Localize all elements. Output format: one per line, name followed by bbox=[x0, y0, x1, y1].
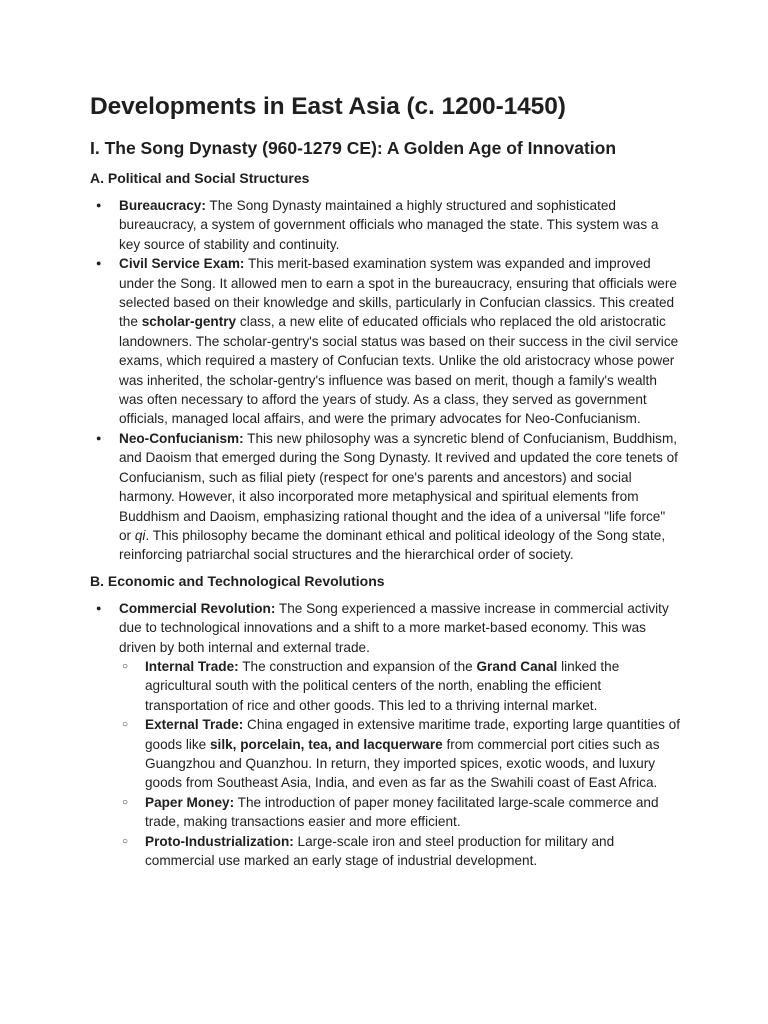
text-neo-confucianism-2: . This philosophy became the dominant ethical and political ideology of the Song state, reinforcing patriarchal social structures and the hierarchical order of society. bbox=[119, 527, 666, 563]
term-export-goods: silk, porcelain, tea, and lacquerware bbox=[210, 736, 443, 752]
text-neo-confucianism-1: This new philosophy was a syncretic blend of Confucianism, Buddhism, and Daoism that emerged during the Song Dynasty. It revived and updated the core tenets of Confucianism, such as filial piety (respect for one's parents and ancestors) and social harmony. However, it also incorporated more metaphysical and spiritual elements from Buddhism and Daoism, emphasizing rational thought and the idea of a universal "life force" or bbox=[119, 430, 678, 543]
text-internal-trade-2: linked the agricultural south with the political centers of the north, enabling the efficient transportation of rice and other goods. This led to a thriving internal market. bbox=[145, 658, 620, 713]
list-item-commercial-revolution bbox=[90, 599, 680, 871]
sublist-item-paper-money bbox=[119, 793, 680, 832]
economic-list bbox=[90, 599, 680, 871]
political-social-list bbox=[90, 196, 680, 565]
commercial-sublist bbox=[119, 657, 680, 870]
text-civil-service-exam-2: class, a new elite of educated officials who replaced the old aristocratic landowners. The scholar-gentry's social status was based on their success in the civil service exams, which required a mastery of Confucian texts. Unlike the old aristocracy whose power was inherited, the scholar-gentry's influence was based on merit, though a family's wealth was often necessary to afford the years of study. As a class, they served as government officials, managed local affairs, and were the primary advocates for Neo-Confucianism. bbox=[119, 314, 679, 427]
term-external-trade: External Trade: bbox=[145, 717, 244, 733]
text-commercial-revolution: The Song experienced a massive increase in commercial activity due to technological innovations and a shift to a more market-based economy. This was driven by both internal and external trade. bbox=[119, 600, 669, 655]
subheading-political-social: A. Political and Social Structures bbox=[90, 170, 310, 186]
text-internal-trade-1: The construction and expansion of the bbox=[238, 658, 477, 674]
text-bureaucracy: The Song Dynasty maintained a highly structured and sophisticated bureaucracy, a system of government officials who managed the state. This system was a key source of stability and continuity. bbox=[119, 198, 659, 252]
text-external-trade-1: China engaged in extensive maritime trade, exporting large quantities of goods like bbox=[145, 717, 680, 752]
sublist-item-external-trade bbox=[119, 715, 680, 793]
term-neo-confucianism: Neo-Confucianism: bbox=[119, 430, 244, 446]
section-heading-song-dynasty: I. The Song Dynasty (960-1279 CE): A Golden Age of Innovation bbox=[90, 138, 617, 158]
subheading-economic-technological: B. Economic and Technological Revolutions bbox=[90, 572, 385, 589]
sublist-item-internal-trade bbox=[119, 657, 680, 715]
sublist-item-proto-industrialization bbox=[119, 832, 680, 871]
list-item-bureaucracy bbox=[90, 196, 680, 254]
text-paper-money: The introduction of paper money facilitated large-scale commerce and trade, making transactions easier and more efficient. bbox=[145, 794, 659, 830]
list-item-civil-service-exam bbox=[90, 254, 680, 429]
text-civil-service-exam-1: This merit-based examination system was expanded and improved under the Song. It allowed men to earn a spot in the bureaucracy, ensuring that officials were selected based on their knowledge and skills, particularly in Confucian classics. This created the bbox=[119, 256, 677, 330]
document-title: Developments in East Asia (c. 1200-1450) bbox=[90, 93, 566, 120]
term-bureaucracy: Bureaucracy: bbox=[119, 198, 206, 213]
term-internal-trade: Internal Trade: bbox=[145, 658, 239, 674]
document-page bbox=[90, 92, 680, 870]
text-proto-industrialization: Large-scale iron and steel production for military and commercial use marked an early stage of industrial development. bbox=[145, 833, 615, 868]
term-commercial-revolution: Commercial Revolution: bbox=[119, 600, 276, 616]
term-proto-industrialization: Proto-Industrialization: bbox=[145, 833, 294, 849]
term-grand-canal: Grand Canal bbox=[476, 658, 558, 674]
list-item-neo-confucianism bbox=[90, 429, 680, 565]
text-external-trade-2: from commercial port cities such as Guangzhou and Quanzhou. In return, they imported spices, exotic woods, and luxury goods from Southeast Asia, India, and even as far as the Swahili coast of East Africa. bbox=[145, 736, 660, 791]
term-civil-service-exam: Civil Service Exam: bbox=[119, 256, 245, 272]
term-paper-money: Paper Money: bbox=[145, 794, 235, 810]
term-scholar-gentry: scholar-gentry bbox=[141, 314, 237, 330]
term-qi: qi bbox=[134, 527, 146, 543]
